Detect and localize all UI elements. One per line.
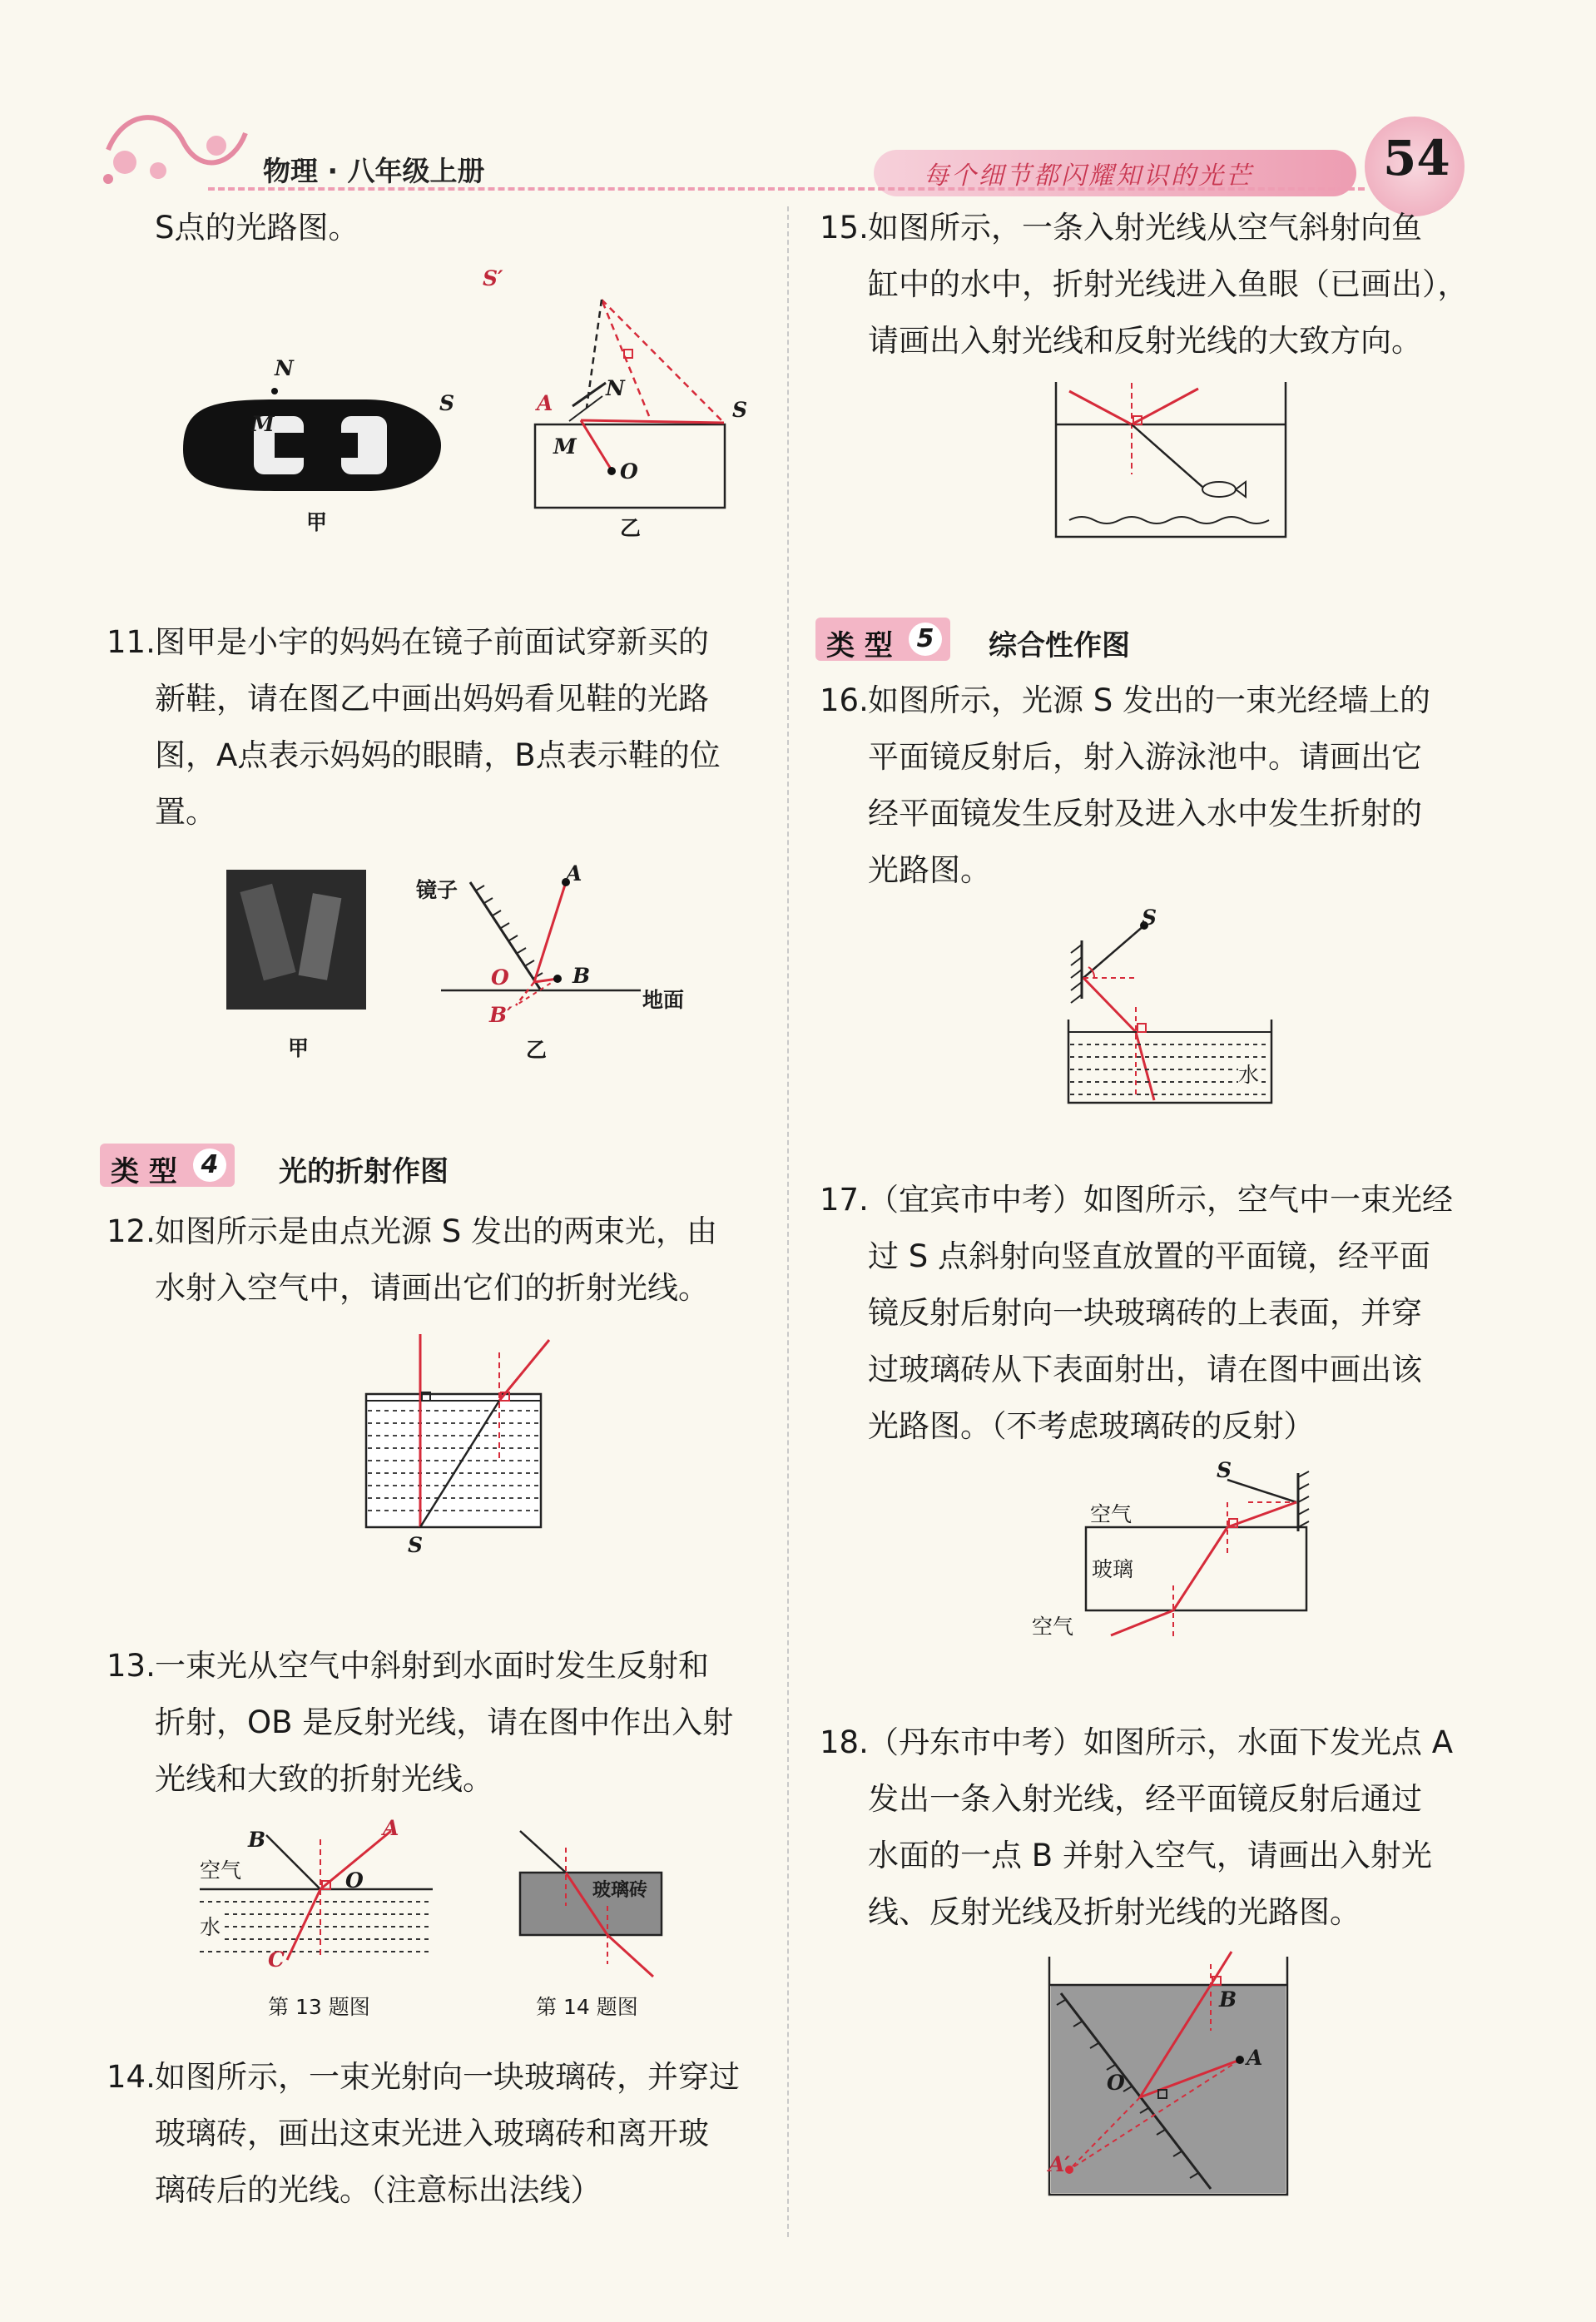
q16-label-water: 水 <box>1238 1059 1259 1089</box>
q18-label-A: A <box>1247 2046 1263 2070</box>
q16-line-4: 光路图。 <box>868 852 991 888</box>
q18-figure <box>1044 1952 1294 2201</box>
q16-label-S: S <box>1142 905 1157 930</box>
q13-caption: 第 13 题图 <box>268 1995 370 2019</box>
q11-label-O: O <box>491 965 509 990</box>
q12-label-S: S <box>408 1533 424 1557</box>
q10-caption-jia: 甲 <box>306 510 328 534</box>
column-divider <box>787 206 789 2237</box>
q15-figure-fish-tank <box>1053 379 1294 545</box>
q13-number: 13. <box>107 1648 156 1684</box>
header-dashed-line <box>208 187 1365 191</box>
q10-caption-yi: 乙 <box>620 516 642 540</box>
q14-label-glass: 玻璃砖 <box>592 1880 648 1901</box>
q18-label-O: O <box>1107 2071 1125 2095</box>
q10-label-N2: N <box>606 376 625 400</box>
q18-line-3: 水面的一点 B 并射入空气，请画出入射光 <box>868 1838 1432 1873</box>
q14-number: 14. <box>107 2059 156 2095</box>
q17-label-glass: 玻璃 <box>1092 1557 1134 1581</box>
q18-number: 18. <box>820 1724 869 1760</box>
q11-line-4: 置。 <box>155 794 216 830</box>
q10-label-N: N <box>275 356 294 380</box>
q14-line-3: 璃砖后的光线。（注意标出法线） <box>155 2172 602 2208</box>
q14-line-2: 玻璃砖，画出这束光进入玻璃砖和离开玻 <box>155 2116 709 2151</box>
q11-label-B: B <box>572 964 591 988</box>
q17-label-air-bottom: 空气 <box>1032 1615 1074 1639</box>
q13-label-O: O <box>345 1868 364 1893</box>
q11-label-ground: 地面 <box>642 988 685 1012</box>
q17-line-4: 过玻璃砖从下表面射出，请在图中画出该 <box>868 1352 1422 1387</box>
q17-label-S: S <box>1217 1458 1232 1482</box>
q17-number: 17. <box>820 1182 869 1218</box>
q12-figure <box>358 1327 566 1544</box>
q11-label-B-prime: B′ <box>489 1003 513 1027</box>
slogan-text: 每个细节都闪耀知识的光芒 <box>924 161 1253 191</box>
q17-line-1: （宜宾市中考）如图所示，空气中一束光经 <box>868 1182 1453 1218</box>
q17-label-air-top: 空气 <box>1090 1502 1133 1526</box>
q17-line-2: 过 S 点斜射向竖直放置的平面镜，经平面 <box>868 1238 1431 1274</box>
q10-label-S: S <box>439 391 455 415</box>
q12-line-1: 如图所示是由点光源 S 发出的两束光，由 <box>155 1213 718 1249</box>
q11-figure-yi <box>433 866 707 1040</box>
q11-line-2: 新鞋，请在图乙中画出妈妈看见鞋的光路 <box>155 681 709 717</box>
q18-label-B: B <box>1219 1987 1237 2012</box>
q18-line-4: 线、反射光线及折射光线的光路图。 <box>868 1894 1361 1930</box>
q11-label-A: A <box>566 861 582 886</box>
q15-number: 15. <box>820 210 869 246</box>
q14-line-1: 如图所示，一束光射向一块玻璃砖，并穿过 <box>155 2059 740 2095</box>
q11-figure-jia-photo <box>226 870 368 1011</box>
q13-label-C: C <box>268 1947 285 1972</box>
q16-line-1: 如图所示，光源 S 发出的一束光经墙上的 <box>868 682 1431 718</box>
q14-figure <box>508 1823 674 1981</box>
q13-figure <box>196 1823 437 1981</box>
q10-label-M2: M <box>553 434 577 459</box>
q15-line-2: 缸中的水中，折射光线进入鱼眼（已画出）， <box>868 266 1469 302</box>
page-number: 54 <box>1383 130 1450 186</box>
q13-label-water: 水 <box>200 1911 221 1941</box>
q13-label-A: A <box>383 1816 399 1840</box>
q11-number: 11. <box>107 624 156 660</box>
q18-line-2: 发出一条入射光线，经平面镜反射后通过 <box>868 1781 1422 1817</box>
q18-line-1: （丹东市中考）如图所示，水面下发光点 A <box>868 1724 1454 1760</box>
q11-caption-jia: 甲 <box>288 1036 310 1060</box>
q10-figure-jia-car <box>175 366 449 516</box>
q10-label-S-prime: S′ <box>483 266 503 290</box>
q10-label-M: M <box>251 412 275 436</box>
section5-badge-label: 类 型 <box>826 629 893 662</box>
q10-tail-text: S点的光路图。 <box>155 210 359 246</box>
floral-ornament <box>92 100 258 200</box>
q10-label-O: O <box>620 459 638 484</box>
q12-line-2: 水射入空气中，请画出它们的折射光线。 <box>155 1270 709 1306</box>
q12-number: 12. <box>107 1213 156 1249</box>
q15-line-3: 请画出入射光线和反射光线的大致方向。 <box>868 323 1422 359</box>
q15-line-1: 如图所示，一条入射光线从空气斜射向鱼 <box>868 210 1422 246</box>
q16-line-3: 经平面镜发生反射及进入水中发生折射的 <box>868 796 1422 831</box>
q13-label-air: 空气 <box>200 1858 242 1883</box>
subject-title: 物理 · 八年级上册 <box>263 155 485 187</box>
q17-line-3: 镜反射后射向一块玻璃砖的上表面，并穿 <box>868 1295 1422 1331</box>
q18-label-A-prime: A′ <box>1048 2152 1070 2176</box>
q13-line-3: 光线和大致的折射光线。 <box>155 1761 493 1797</box>
q10-label-A: A <box>537 391 553 415</box>
q11-label-mirror: 镜子 <box>416 878 458 902</box>
section4-badge-number: 4 <box>193 1149 226 1182</box>
q14-caption: 第 14 题图 <box>536 1995 638 2019</box>
q11-caption-yi: 乙 <box>526 1038 548 1062</box>
section5-badge-number: 5 <box>909 623 942 656</box>
q11-line-3: 图，A点表示妈妈的眼睛，B点表示鞋的位 <box>155 737 721 773</box>
q16-number: 16. <box>820 682 869 718</box>
q13-label-B: B <box>248 1828 266 1852</box>
q10-label-S2: S <box>732 398 748 422</box>
section4-badge-label: 类 型 <box>111 1155 177 1188</box>
q11-line-1: 图甲是小宇的妈妈在镜子前面试穿新买的 <box>155 624 709 660</box>
q17-line-5: 光路图。（不考虑玻璃砖的反射） <box>868 1408 1315 1444</box>
section4-title: 光的折射作图 <box>279 1155 449 1188</box>
q16-line-2: 平面镜反射后，射入游泳池中。请画出它 <box>868 739 1422 775</box>
section5-title: 综合性作图 <box>989 629 1130 662</box>
q13-line-1: 一束光从空气中斜射到水面时发生反射和 <box>155 1648 709 1684</box>
q13-line-2: 折射，OB 是反射光线，请在图中作出入射 <box>155 1704 734 1740</box>
